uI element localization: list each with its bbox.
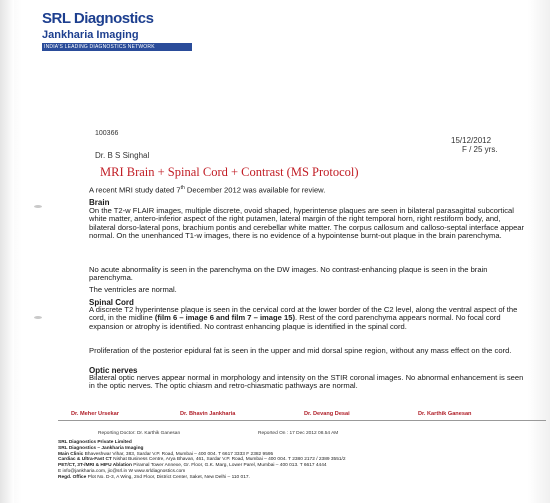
footer-line-3-label: Main Clinic bbox=[58, 451, 84, 457]
footer-line-1: SRL Diagnostics Private Limited bbox=[58, 440, 132, 445]
spinal-paragraph-2: Proliferation of the posterior epidural fat is seen in the upper and mid dorsal spine region, without any mass effect on the cord. bbox=[89, 346, 512, 355]
punch-hole-top bbox=[34, 205, 42, 208]
footer-line-4: Nishat Business Centre, Arya Bhavan, 461, Sardar V.P. Road, Mumbai – 400 004. T 2380 2172 / 2389 3551/2 bbox=[111, 457, 346, 463]
logo-srl: SRL bbox=[42, 10, 71, 27]
srl-logo bbox=[42, 10, 202, 50]
footer-line-3: Bhaveshwar Vihar, 383, Sardar V.P. Road, Mumbai – 400 004. T 6617 3333 F 2382 9595 bbox=[83, 451, 274, 457]
optic-paragraph-1: Bilateral optic nerves appear normal in morphology and intensity on the STIR coronal images. No abnormal enhancement is seen in the optic nerves. The optic chiasm and retro-chiasmatic pathways are normal. bbox=[89, 373, 524, 391]
footer-line-4-label: Cardiac & Ultra-Fast CT bbox=[58, 457, 112, 463]
signature-jankharia: Dr. Bhavin Jankharia bbox=[180, 411, 236, 417]
intro-text-a: A recent MRI study dated 7 bbox=[89, 185, 181, 195]
spinal-heading: Spinal Cord bbox=[89, 298, 134, 307]
logo-tagline: INDIA'S LEADING DIAGNOSTICS NETWORK bbox=[42, 43, 192, 51]
reported-on bbox=[258, 431, 338, 436]
signature-desai: Dr. Devang Desai bbox=[304, 411, 350, 417]
patient-sex-age: F / 25 yrs. bbox=[462, 145, 498, 154]
brain-paragraph-3: The ventricles are normal. bbox=[89, 285, 177, 294]
signature-ganesan: Dr. Karthik Ganesan bbox=[418, 411, 472, 417]
referring-doctor: Dr. B S Singhal bbox=[95, 151, 150, 160]
footer-divider bbox=[58, 420, 546, 421]
footer-line-7-label: Regd. Office bbox=[58, 474, 87, 480]
brain-paragraph-2: No acute abnormality is seen in the parenchyma on the DW images. No contrast-enhancing plaque is seen in the brain parenchyma. bbox=[89, 265, 488, 283]
logo-subtitle: Jankharia Imaging bbox=[42, 29, 139, 41]
optic-heading: Optic nerves bbox=[89, 366, 138, 375]
footer-line-6: E info@jankharia.com, jic@srl.in W www.srldiagnostics.com bbox=[58, 468, 186, 474]
footer-line-2: SRL Diagnostics – Jankharia Imaging bbox=[58, 445, 144, 451]
report-intro bbox=[89, 185, 325, 195]
footer-line-7: Plot No. D-3, A Wing, 2nd Floor, District Center, Saket, New Delhi – 110 017. bbox=[86, 474, 250, 480]
footer-line-5: Piramal Tower Annexe, Gr. Floor, G.K. Marg, Lower Parel, Mumbai – 400 013. T 6617 4444 bbox=[131, 463, 327, 469]
reporting-doctor-name: Dr. Karthik Ganesan bbox=[136, 431, 181, 436]
logo-diagnostics: Diagnostics bbox=[73, 10, 154, 27]
spinal-text-b: . Rest of the cord parenchyma appears normal. No focal cord expansion or atrophy is identified. No contrast enhancing plaque is identified in the spinal cord. bbox=[89, 313, 501, 331]
intro-sup: th bbox=[180, 185, 185, 191]
brain-heading: Brain bbox=[89, 198, 110, 207]
footer-company bbox=[58, 440, 346, 481]
report-title: MRI Brain + Spinal Cord + Contrast (MS Protocol) bbox=[100, 165, 359, 179]
spinal-text-a: A discrete T2 hyperintense plaque is seen in the cervical cord at the lower border of the C2 level, along the ventral aspect of the cord, in the midline bbox=[89, 305, 518, 323]
reported-on-value: 17 Dec 2012 08.54 AM bbox=[289, 431, 339, 436]
scan-shadow bbox=[0, 0, 14, 503]
reporting-doctor-label: Reporting Doctor: bbox=[98, 431, 136, 436]
footer-line-5-label: PET/CT, 3T-/MRI & HIFU Ablation bbox=[58, 463, 132, 469]
case-id: 100366 bbox=[95, 130, 119, 137]
spinal-film-ref: (film 6 – image 6 and film 7 – image 15) bbox=[154, 313, 295, 323]
punch-hole-bottom bbox=[34, 316, 42, 319]
report-date: 15/12/2012 bbox=[451, 136, 492, 145]
intro-text-b: December 2012 was available for review. bbox=[184, 185, 326, 195]
reported-on-label: Reported On : bbox=[258, 431, 289, 436]
reporting-doctor bbox=[98, 431, 180, 436]
spinal-paragraph-1 bbox=[89, 306, 529, 331]
signature-ursekar: Dr. Meher Ursekar bbox=[71, 411, 119, 417]
logo-mark bbox=[42, 10, 153, 27]
brain-paragraph-1: On the T2-w FLAIR images, multiple discrete, ovoid shaped, hyperintense plaques are seen in bilateral parasagittal subcortical white matter, antero-inferior aspect of the right putamen, lateral margin of the right temporal horn, right restiform body, and, bilateral dorso-lateral pons, brachium pontis and cerebellar white matter. The corpus callosum and calloso-septal interface appear normal. On the unenhanced T1-w images, there is no evidence of a hypointense burnt-out plaque in the brain parenchyma. bbox=[89, 206, 525, 241]
